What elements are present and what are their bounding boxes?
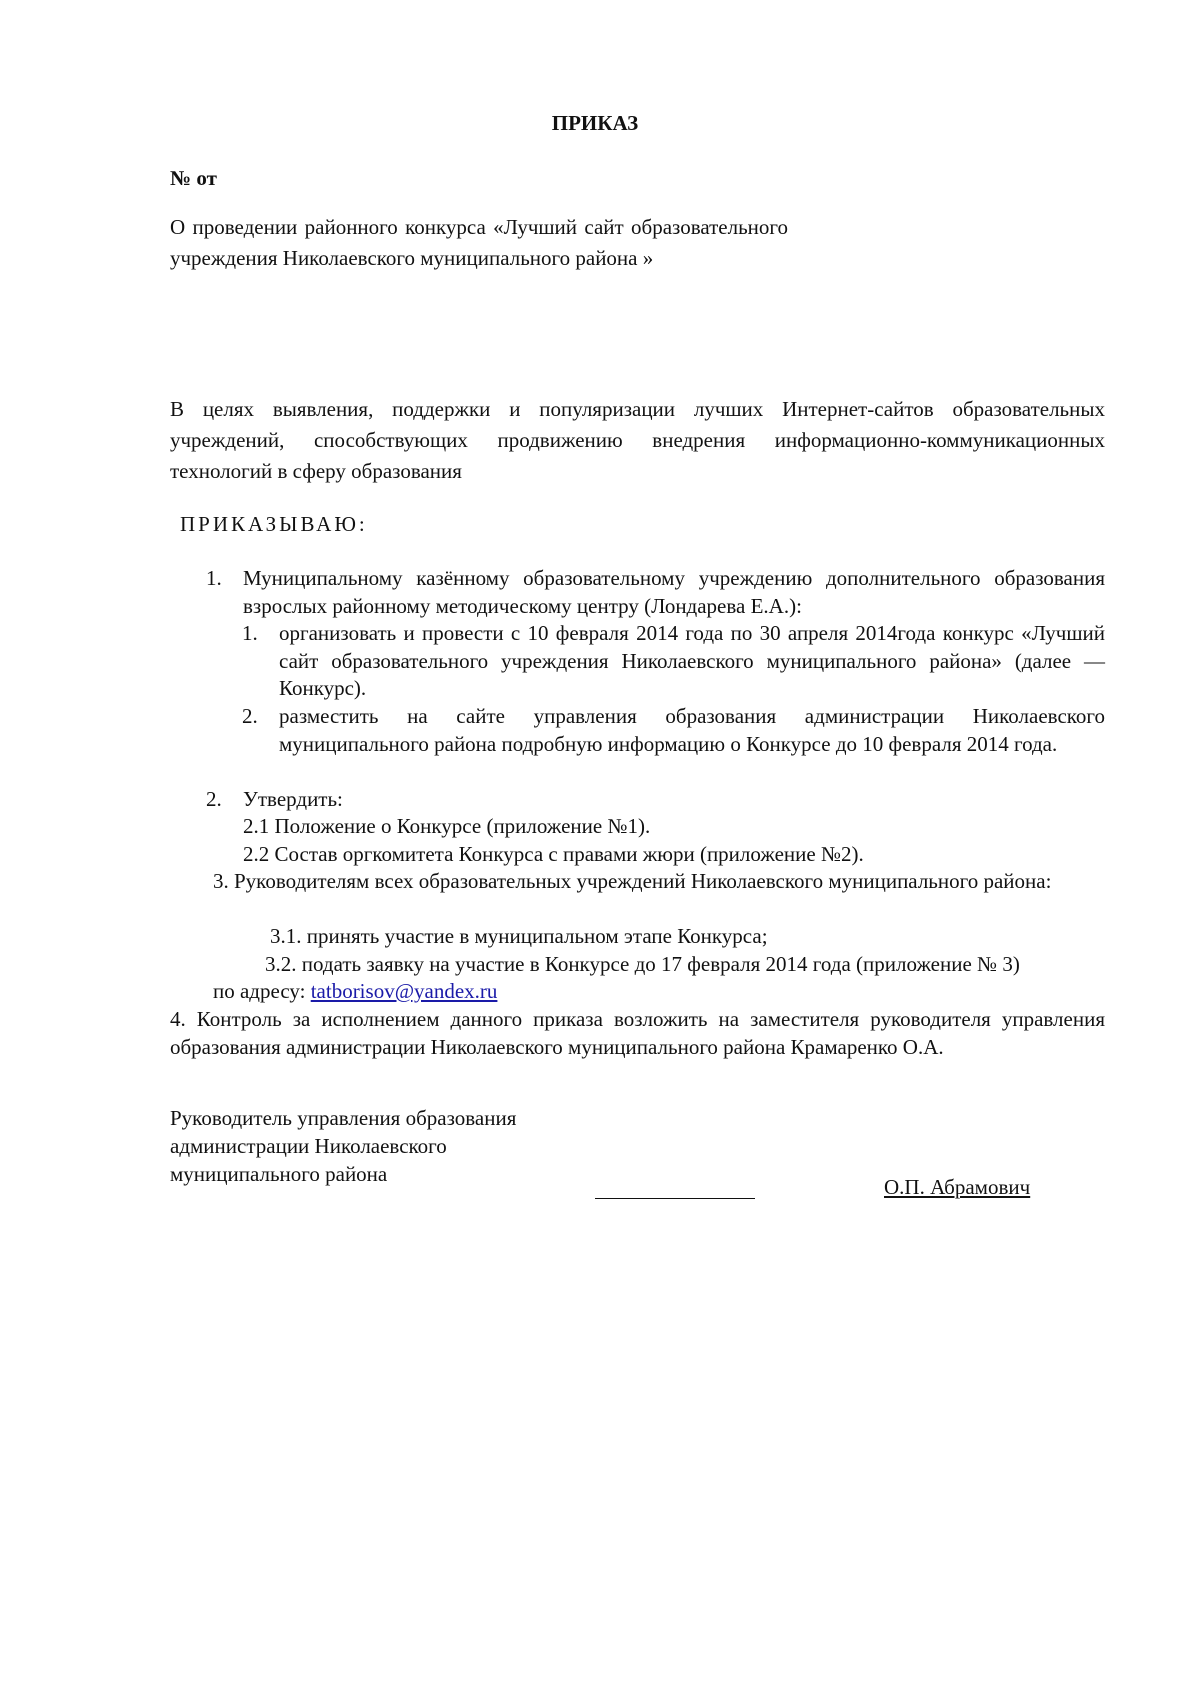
item-2-2-text: 2.2 Состав оргкомитета Конкурса с правами жюри (приложение №2). (243, 842, 864, 866)
signature-blank-line (595, 1198, 755, 1199)
order-subject: О проведении районного конкурса «Лучший сайт образовательного учреждения Николаевского муниципального района » (170, 215, 788, 270)
item-1-2-number: 2. (242, 704, 258, 728)
order-number-line: № от (170, 166, 217, 190)
item-3-1-text: 3.1. принять участие в муниципальном этапе Конкурса; (270, 924, 768, 948)
item-1-text: Муниципальному казённому образовательному учреждению дополнительного образования взрослых районному методическому центру (Лондарева Е.А.): (243, 566, 1105, 618)
address-label: по адресу: (213, 979, 311, 1003)
document-title: ПРИКАЗ (551, 111, 639, 135)
signature-line-1: Руководитель управления образования (170, 1106, 517, 1130)
signer-name: О.П. Абрамович (884, 1175, 1031, 1199)
item-1-2-text: разместить на сайте управления образования администрации Николаевского муниципального района подробную информацию о Конкурсе до 10 февраля 2014 года. (279, 704, 1105, 756)
item-4-text: 4. Контроль за исполнением данного приказа возложить на заместителя руководителя управления образования администрации Николаевского муниципального района Крамаренко О.А. (170, 1007, 1105, 1059)
item-3-text: 3. Руководителям всех образовательных учреждений Николаевского муниципального района: (213, 869, 1052, 893)
email-link[interactable]: tatborisov@yandex.ru (310, 979, 498, 1003)
signature-line-3: муниципального района (170, 1162, 388, 1186)
item-3-2-text: 3.2. подать заявку на участие в Конкурсе до 17 февраля 2014 года (приложение № 3) (265, 952, 1020, 976)
item-1-1-text: организовать и провести с 10 февраля 2014 года по 30 апреля 2014года конкурс «Лучший сайт образовательного учреждения Николаевского муниципального района» (далее — Конкурс). (279, 621, 1105, 700)
item-2-number: 2. (206, 787, 222, 811)
signature-line-2: администрации Николаевского (170, 1134, 447, 1158)
preamble-paragraph: В целях выявления, поддержки и популяризации лучших Интернет-сайтов образовательных учреждений, способствующих продвижению внедрения информационно-коммуникационных технологий в сферу образования (170, 397, 1105, 483)
item-2-text: Утвердить: (243, 787, 343, 811)
item-1-number: 1. (206, 566, 222, 590)
item-2-1-text: 2.1 Положение о Конкурсе (приложение №1). (243, 814, 651, 838)
item-3-address (213, 978, 497, 1006)
order-directive-word: ПРИКАЗЫВАЮ: (180, 512, 368, 536)
item-1-1-number: 1. (242, 621, 258, 645)
